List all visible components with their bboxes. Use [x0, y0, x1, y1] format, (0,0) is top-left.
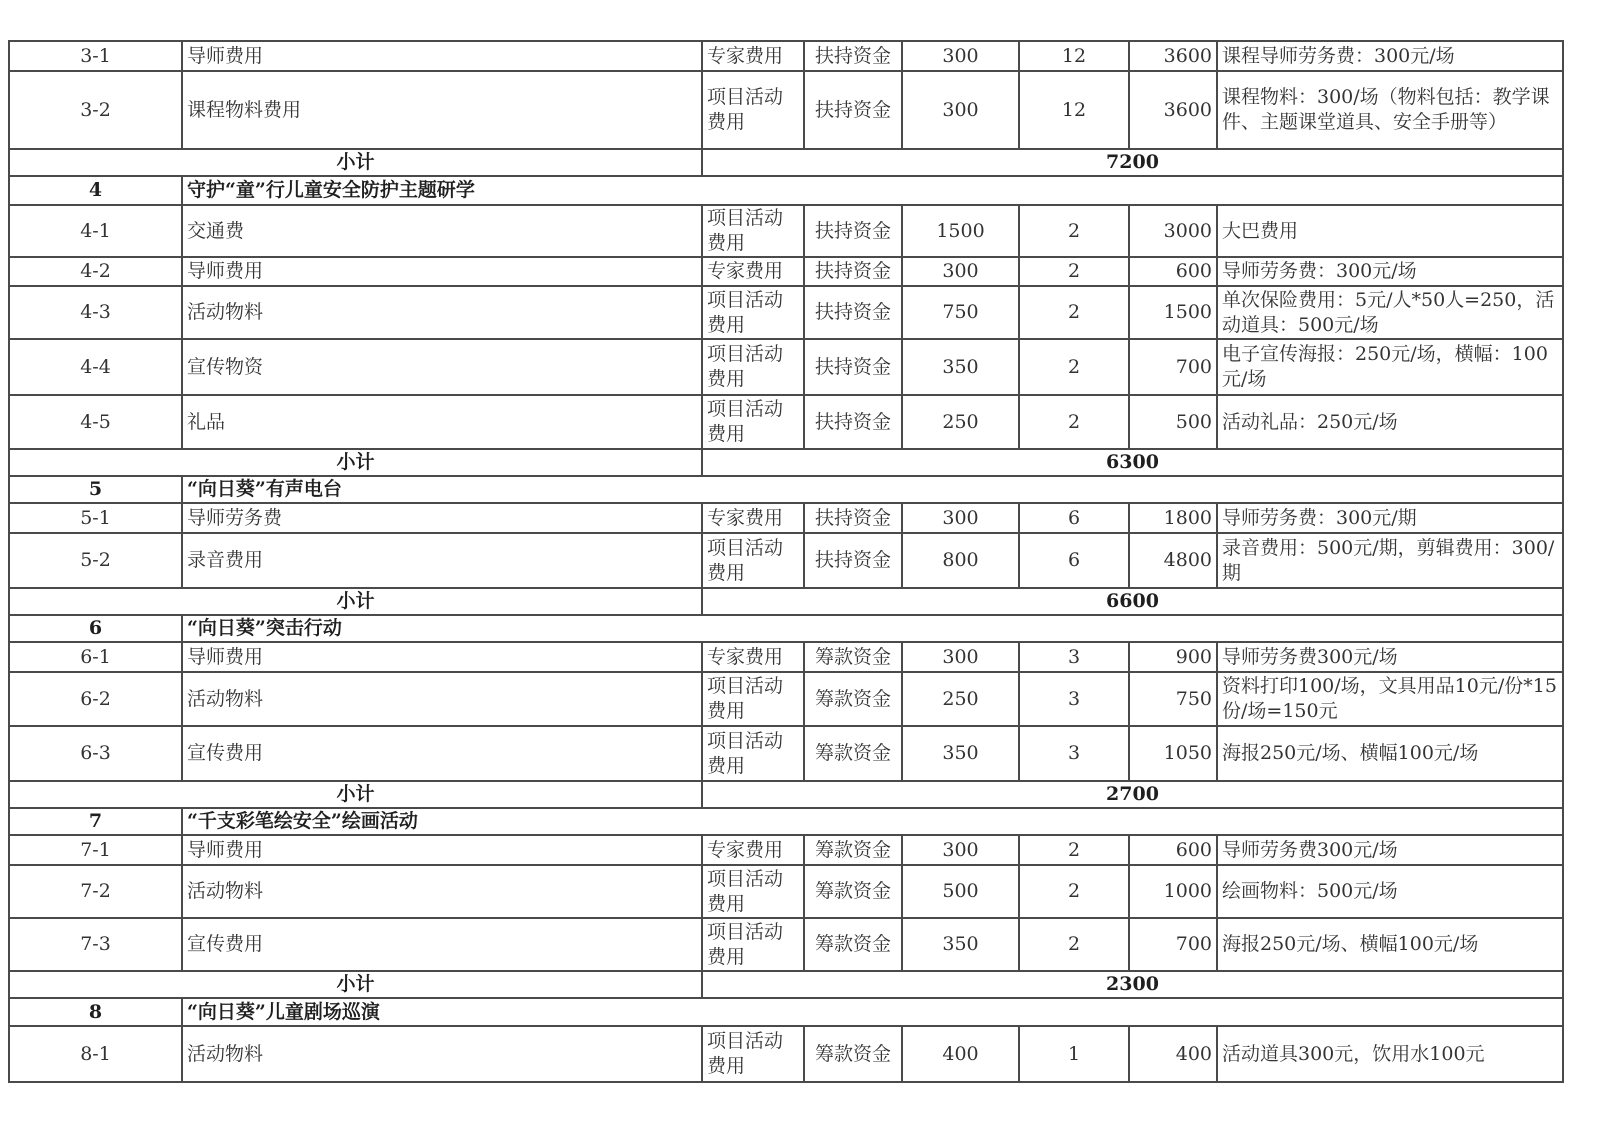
budget-table-body — [9, 41, 1563, 1082]
item-name-cell: 导师费用 — [182, 41, 702, 71]
unit-price-cell: 1500 — [902, 205, 1019, 257]
section-title-cell: “向日葵”有声电台 — [182, 476, 1563, 503]
item-number-cell: 5-1 — [9, 503, 182, 533]
quantity-cell: 2 — [1019, 205, 1129, 257]
subtotal-amount-cell: 6300 — [702, 449, 1563, 476]
item-name-cell: 课程物料费用 — [182, 71, 702, 149]
section-header-row — [9, 176, 1563, 205]
subtotal-amount-cell: 7200 — [702, 149, 1563, 176]
item-name-cell: 导师费用 — [182, 642, 702, 672]
amount-cell: 700 — [1129, 339, 1217, 395]
fund-source-cell: 扶持资金 — [804, 503, 902, 533]
item-name-cell: 导师劳务费 — [182, 503, 702, 533]
item-name-cell: 活动物料 — [182, 1026, 702, 1082]
item-name-cell: 宣传费用 — [182, 726, 702, 781]
section-header-row — [9, 476, 1563, 503]
quantity-cell: 6 — [1019, 533, 1129, 588]
item-number-cell: 3-1 — [9, 41, 182, 71]
fund-source-cell: 扶持资金 — [804, 257, 902, 286]
section-title-cell: “向日葵”突击行动 — [182, 615, 1563, 642]
item-number-cell: 7-1 — [9, 835, 182, 865]
subtotal-amount-cell: 6600 — [702, 588, 1563, 615]
amount-cell: 1500 — [1129, 286, 1217, 339]
cost-type-cell: 专家费用 — [702, 257, 804, 286]
unit-price-cell: 300 — [902, 835, 1019, 865]
table-row — [9, 339, 1563, 395]
subtotal-label-cell: 小计 — [9, 781, 702, 808]
amount-cell: 750 — [1129, 672, 1217, 726]
quantity-cell: 2 — [1019, 286, 1129, 339]
unit-price-cell: 300 — [902, 642, 1019, 672]
item-number-cell: 8-1 — [9, 1026, 182, 1082]
cost-type-cell: 项目活动费用 — [702, 672, 804, 726]
section-header-row — [9, 808, 1563, 835]
item-name-cell: 宣传费用 — [182, 918, 702, 971]
note-cell: 导师劳务费300元/场 — [1217, 642, 1563, 672]
section-header-row — [9, 615, 1563, 642]
amount-cell: 1000 — [1129, 865, 1217, 918]
amount-cell: 900 — [1129, 642, 1217, 672]
table-row — [9, 642, 1563, 672]
fund-source-cell: 扶持资金 — [804, 205, 902, 257]
quantity-cell: 2 — [1019, 918, 1129, 971]
subtotal-label-cell: 小计 — [9, 449, 702, 476]
quantity-cell: 12 — [1019, 41, 1129, 71]
cost-type-cell: 项目活动费用 — [702, 533, 804, 588]
amount-cell: 700 — [1129, 918, 1217, 971]
subtotal-row — [9, 588, 1563, 615]
item-number-cell: 6-2 — [9, 672, 182, 726]
cost-type-cell: 项目活动费用 — [702, 395, 804, 449]
item-name-cell: 活动物料 — [182, 286, 702, 339]
item-number-cell: 5-2 — [9, 533, 182, 588]
cost-type-cell: 项目活动费用 — [702, 918, 804, 971]
table-row — [9, 205, 1563, 257]
amount-cell: 4800 — [1129, 533, 1217, 588]
quantity-cell: 3 — [1019, 642, 1129, 672]
table-row — [9, 286, 1563, 339]
unit-price-cell: 300 — [902, 257, 1019, 286]
table-row — [9, 257, 1563, 286]
amount-cell: 1800 — [1129, 503, 1217, 533]
amount-cell: 3600 — [1129, 71, 1217, 149]
section-title-cell: “千支彩笔绘安全”绘画活动 — [182, 808, 1563, 835]
note-cell: 大巴费用 — [1217, 205, 1563, 257]
fund-source-cell: 扶持资金 — [804, 533, 902, 588]
amount-cell: 3600 — [1129, 41, 1217, 71]
note-cell: 课程物料：300/场（物料包括：教学课件、主题课堂道具、安全手册等） — [1217, 71, 1563, 149]
fund-source-cell: 扶持资金 — [804, 286, 902, 339]
fund-source-cell: 筹款资金 — [804, 865, 902, 918]
subtotal-label-cell: 小计 — [9, 971, 702, 998]
fund-source-cell: 扶持资金 — [804, 395, 902, 449]
subtotal-label-cell: 小计 — [9, 149, 702, 176]
table-row — [9, 726, 1563, 781]
table-row — [9, 41, 1563, 71]
section-number-cell: 8 — [9, 998, 182, 1026]
unit-price-cell: 350 — [902, 726, 1019, 781]
note-cell: 录音费用：500元/期，剪辑费用：300/期 — [1217, 533, 1563, 588]
budget-sheet — [8, 40, 1562, 1083]
item-number-cell: 7-2 — [9, 865, 182, 918]
note-cell: 单次保险费用：5元/人*50人=250，活动道具：500元/场 — [1217, 286, 1563, 339]
unit-price-cell: 350 — [902, 339, 1019, 395]
subtotal-row — [9, 971, 1563, 998]
item-name-cell: 活动物料 — [182, 672, 702, 726]
quantity-cell: 6 — [1019, 503, 1129, 533]
table-row — [9, 918, 1563, 971]
unit-price-cell: 500 — [902, 865, 1019, 918]
table-row — [9, 865, 1563, 918]
quantity-cell: 2 — [1019, 835, 1129, 865]
item-number-cell: 6-3 — [9, 726, 182, 781]
unit-price-cell: 800 — [902, 533, 1019, 588]
section-title-cell: 守护“童”行儿童安全防护主题研学 — [182, 176, 1563, 205]
quantity-cell: 2 — [1019, 865, 1129, 918]
fund-source-cell: 筹款资金 — [804, 1026, 902, 1082]
cost-type-cell: 专家费用 — [702, 41, 804, 71]
section-title-cell: “向日葵”儿童剧场巡演 — [182, 998, 1563, 1026]
note-cell: 海报250元/场、横幅100元/场 — [1217, 918, 1563, 971]
fund-source-cell: 筹款资金 — [804, 642, 902, 672]
item-name-cell: 交通费 — [182, 205, 702, 257]
amount-cell: 1050 — [1129, 726, 1217, 781]
fund-source-cell: 扶持资金 — [804, 71, 902, 149]
quantity-cell: 2 — [1019, 395, 1129, 449]
cost-type-cell: 项目活动费用 — [702, 286, 804, 339]
section-number-cell: 4 — [9, 176, 182, 205]
note-cell: 绘画物料：500元/场 — [1217, 865, 1563, 918]
unit-price-cell: 300 — [902, 71, 1019, 149]
unit-price-cell: 400 — [902, 1026, 1019, 1082]
table-row — [9, 71, 1563, 149]
item-number-cell: 4-3 — [9, 286, 182, 339]
table-row — [9, 672, 1563, 726]
item-name-cell: 导师费用 — [182, 835, 702, 865]
amount-cell: 500 — [1129, 395, 1217, 449]
item-number-cell: 6-1 — [9, 642, 182, 672]
cost-type-cell: 专家费用 — [702, 642, 804, 672]
fund-source-cell: 扶持资金 — [804, 41, 902, 71]
fund-source-cell: 筹款资金 — [804, 726, 902, 781]
note-cell: 导师劳务费：300元/场 — [1217, 257, 1563, 286]
item-number-cell: 3-2 — [9, 71, 182, 149]
section-number-cell: 6 — [9, 615, 182, 642]
fund-source-cell: 筹款资金 — [804, 835, 902, 865]
note-cell: 导师劳务费：300元/期 — [1217, 503, 1563, 533]
amount-cell: 600 — [1129, 835, 1217, 865]
item-number-cell: 4-4 — [9, 339, 182, 395]
cost-type-cell: 项目活动费用 — [702, 71, 804, 149]
note-cell: 活动礼品：250元/场 — [1217, 395, 1563, 449]
cost-type-cell: 专家费用 — [702, 503, 804, 533]
quantity-cell: 2 — [1019, 339, 1129, 395]
note-cell: 课程导师劳务费：300元/场 — [1217, 41, 1563, 71]
unit-price-cell: 250 — [902, 395, 1019, 449]
item-number-cell: 7-3 — [9, 918, 182, 971]
cost-type-cell: 专家费用 — [702, 835, 804, 865]
item-number-cell: 4-5 — [9, 395, 182, 449]
cost-type-cell: 项目活动费用 — [702, 726, 804, 781]
subtotal-label-cell: 小计 — [9, 588, 702, 615]
section-header-row — [9, 998, 1563, 1026]
table-row — [9, 1026, 1563, 1082]
table-row — [9, 395, 1563, 449]
cost-type-cell: 项目活动费用 — [702, 205, 804, 257]
table-row — [9, 533, 1563, 588]
quantity-cell: 2 — [1019, 257, 1129, 286]
note-cell: 资料打印100/场，文具用品10元/份*15份/场=150元 — [1217, 672, 1563, 726]
amount-cell: 3000 — [1129, 205, 1217, 257]
subtotal-amount-cell: 2300 — [702, 971, 1563, 998]
unit-price-cell: 350 — [902, 918, 1019, 971]
quantity-cell: 12 — [1019, 71, 1129, 149]
unit-price-cell: 750 — [902, 286, 1019, 339]
section-number-cell: 7 — [9, 808, 182, 835]
quantity-cell: 1 — [1019, 1026, 1129, 1082]
unit-price-cell: 250 — [902, 672, 1019, 726]
item-number-cell: 4-2 — [9, 257, 182, 286]
subtotal-amount-cell: 2700 — [702, 781, 1563, 808]
note-cell: 活动道具300元，饮用水100元 — [1217, 1026, 1563, 1082]
quantity-cell: 3 — [1019, 672, 1129, 726]
amount-cell: 600 — [1129, 257, 1217, 286]
unit-price-cell: 300 — [902, 41, 1019, 71]
subtotal-row — [9, 149, 1563, 176]
subtotal-row — [9, 781, 1563, 808]
item-number-cell: 4-1 — [9, 205, 182, 257]
item-name-cell: 导师费用 — [182, 257, 702, 286]
item-name-cell: 礼品 — [182, 395, 702, 449]
table-row — [9, 835, 1563, 865]
item-name-cell: 活动物料 — [182, 865, 702, 918]
cost-type-cell: 项目活动费用 — [702, 339, 804, 395]
table-row — [9, 503, 1563, 533]
item-name-cell: 宣传物资 — [182, 339, 702, 395]
fund-source-cell: 筹款资金 — [804, 672, 902, 726]
section-number-cell: 5 — [9, 476, 182, 503]
fund-source-cell: 扶持资金 — [804, 339, 902, 395]
subtotal-row — [9, 449, 1563, 476]
amount-cell: 400 — [1129, 1026, 1217, 1082]
budget-table — [8, 40, 1564, 1083]
quantity-cell: 3 — [1019, 726, 1129, 781]
note-cell: 导师劳务费300元/场 — [1217, 835, 1563, 865]
unit-price-cell: 300 — [902, 503, 1019, 533]
note-cell: 海报250元/场、横幅100元/场 — [1217, 726, 1563, 781]
cost-type-cell: 项目活动费用 — [702, 1026, 804, 1082]
item-name-cell: 录音费用 — [182, 533, 702, 588]
cost-type-cell: 项目活动费用 — [702, 865, 804, 918]
fund-source-cell: 筹款资金 — [804, 918, 902, 971]
note-cell: 电子宣传海报：250元/场，横幅：100元/场 — [1217, 339, 1563, 395]
